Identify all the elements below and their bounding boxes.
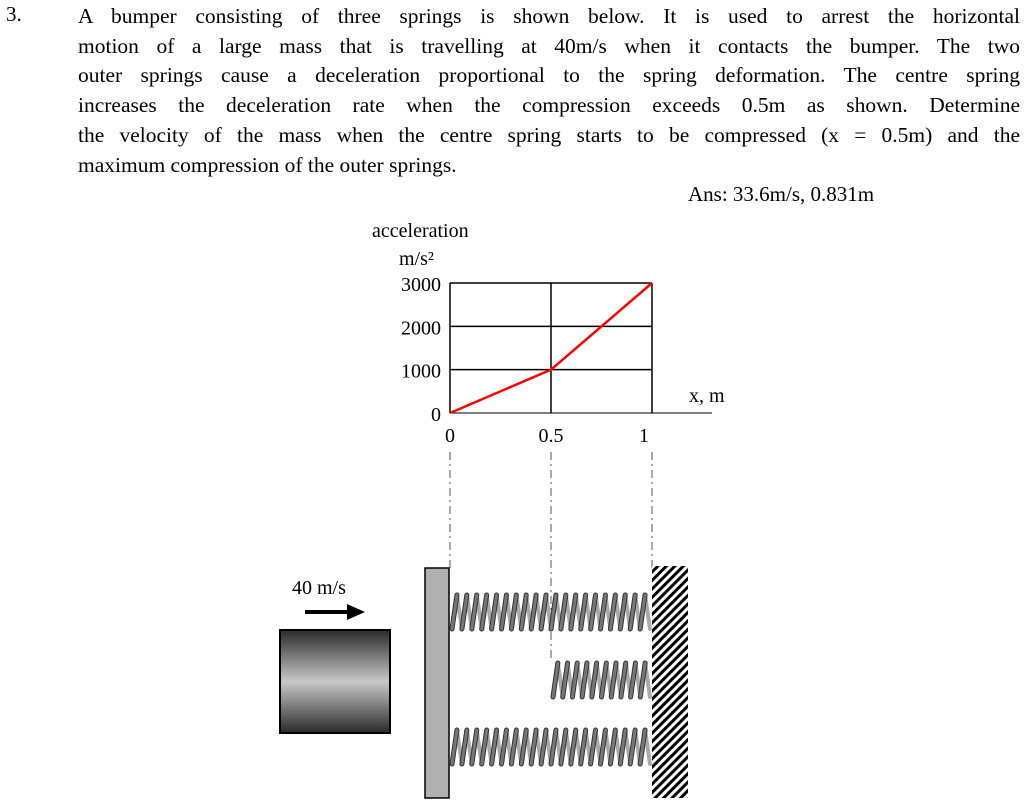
problem-line: maximum compression of the outer springs. — [78, 152, 457, 177]
answer: Ans: 33.6m/s, 0.831m — [688, 182, 875, 206]
y-axis-unit: m/s² — [399, 248, 434, 270]
problem-line: motion of a large mass that is travelling at 40m/s when it contacts the bumper. The two — [78, 33, 1020, 58]
velocity-label: 40 m/s — [292, 577, 346, 599]
y-tick-label: 2000 — [401, 317, 441, 340]
y-tick-label: 3000 — [401, 274, 441, 296]
x-tick-label: 0 — [445, 425, 455, 447]
outer-spring-bottom — [452, 730, 650, 764]
fixed-wall — [652, 566, 688, 798]
bumper-plate — [425, 568, 449, 798]
x-tick-label: 1 — [639, 425, 649, 447]
acceleration-chart — [372, 220, 725, 447]
problem-number: 3. — [6, 2, 22, 26]
y-axis-label: acceleration — [372, 220, 469, 242]
x-axis-label: x, m — [689, 385, 725, 407]
y-tick-label: 1000 — [401, 360, 441, 383]
centre-spring — [553, 663, 650, 697]
problem-line: outer springs cause a deceleration proportional to the spring deformation. The centre spring — [78, 63, 1020, 88]
moving-mass — [280, 630, 390, 733]
problem-line: A bumper consisting of three springs is shown below. It is used to arrest the horizontal — [78, 4, 1020, 28]
velocity-arrow-icon — [305, 604, 365, 620]
y-tick-label: 0 — [431, 404, 441, 426]
x-tick-label: 0.5 — [538, 425, 564, 447]
problem-line: the velocity of the mass when the centre spring starts to be compressed (x = 0.5m) and the — [78, 122, 1020, 147]
problem-line: increases the deceleration rate when the compression exceeds 0.5m as shown. Determine — [78, 93, 1020, 118]
